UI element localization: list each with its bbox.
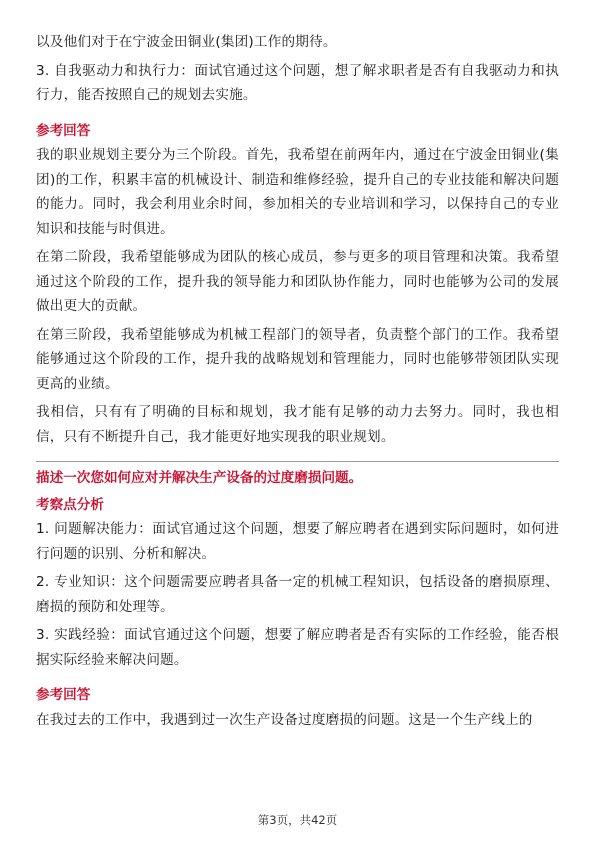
section-divider [36,461,559,462]
answer-2-heading: 参考回答 [36,687,91,703]
analysis-point-2: 2. 专业知识：这个问题需要应聘者具备一定的机械工程知识，包括设备的磨损原理、磨损的预防和处理等。 [36,574,559,615]
page-number: 第3页，共42页 [257,813,338,827]
answer-1-heading: 参考回答 [36,122,91,139]
analysis-heading: 考察点分析 [36,496,104,513]
point-3-self-drive: 3. 自我驱动力和执行力：面试官通过这个问题，想了解求职者是否有自我驱动力和执行力，能否按照自己的规划去实施。 [36,62,559,103]
answer-1-paragraph-2: 在第二阶段，我希望能够成为团队的核心成员，参与更多的项目管理和决策。我希望通过这个阶段的工作，提升我的领导能力和团队协作能力，同时也能够为公司的发展做出更大的贡献。 [36,249,559,314]
answer-2-paragraph-1: 在我过去的工作中，我遇到过一次生产设备过度磨损的问题。这是一个生产线上的 [36,711,533,728]
analysis-point-1: 1. 问题解决能力：面试官通过这个问题，想要了解应聘者在遇到实际问题时，如何进行问题的识别、分析和解决。 [36,521,559,562]
answer-1-paragraph-1: 我的职业规划主要分为三个阶段。首先，我希望在前两年内，通过在宁波金田铜业(集团)的工作，积累丰富的机械设计、制造和维修经验，提升自己的专业技能和解决问题的能力。同时，我会利用业余时间，参加相关的专业培训和学习，以保持自己的专业知识和技能与时俱进。 [36,147,559,237]
intro-tail: 以及他们对于在宁波金田铜业(集团)工作的期待。 [36,34,337,50]
answer-1-paragraph-4: 我相信，只有有了明确的目标和规划，我才能有足够的动力去努力。同时，我也相信，只有不断提升自己，我才能更好地实现我的职业规划。 [36,404,559,445]
page-content [36,30,559,732]
answer-1-paragraph-3: 在第三阶段，我希望能够成为机械工程部门的领导者，负责整个部门的工作。我希望能够通过这个阶段的工作，提升我的战略规划和管理能力，同时也能够带领团队实现更高的业绩。 [36,326,559,392]
question-2-title: 描述一次您如何应对并解决生产设备的过度磨损问题。 [36,470,363,486]
analysis-point-3: 3. 实践经验：面试官通过这个问题，想要了解应聘者是否有实际的工作经验，能否根据实际经验来解决问题。 [36,627,559,668]
